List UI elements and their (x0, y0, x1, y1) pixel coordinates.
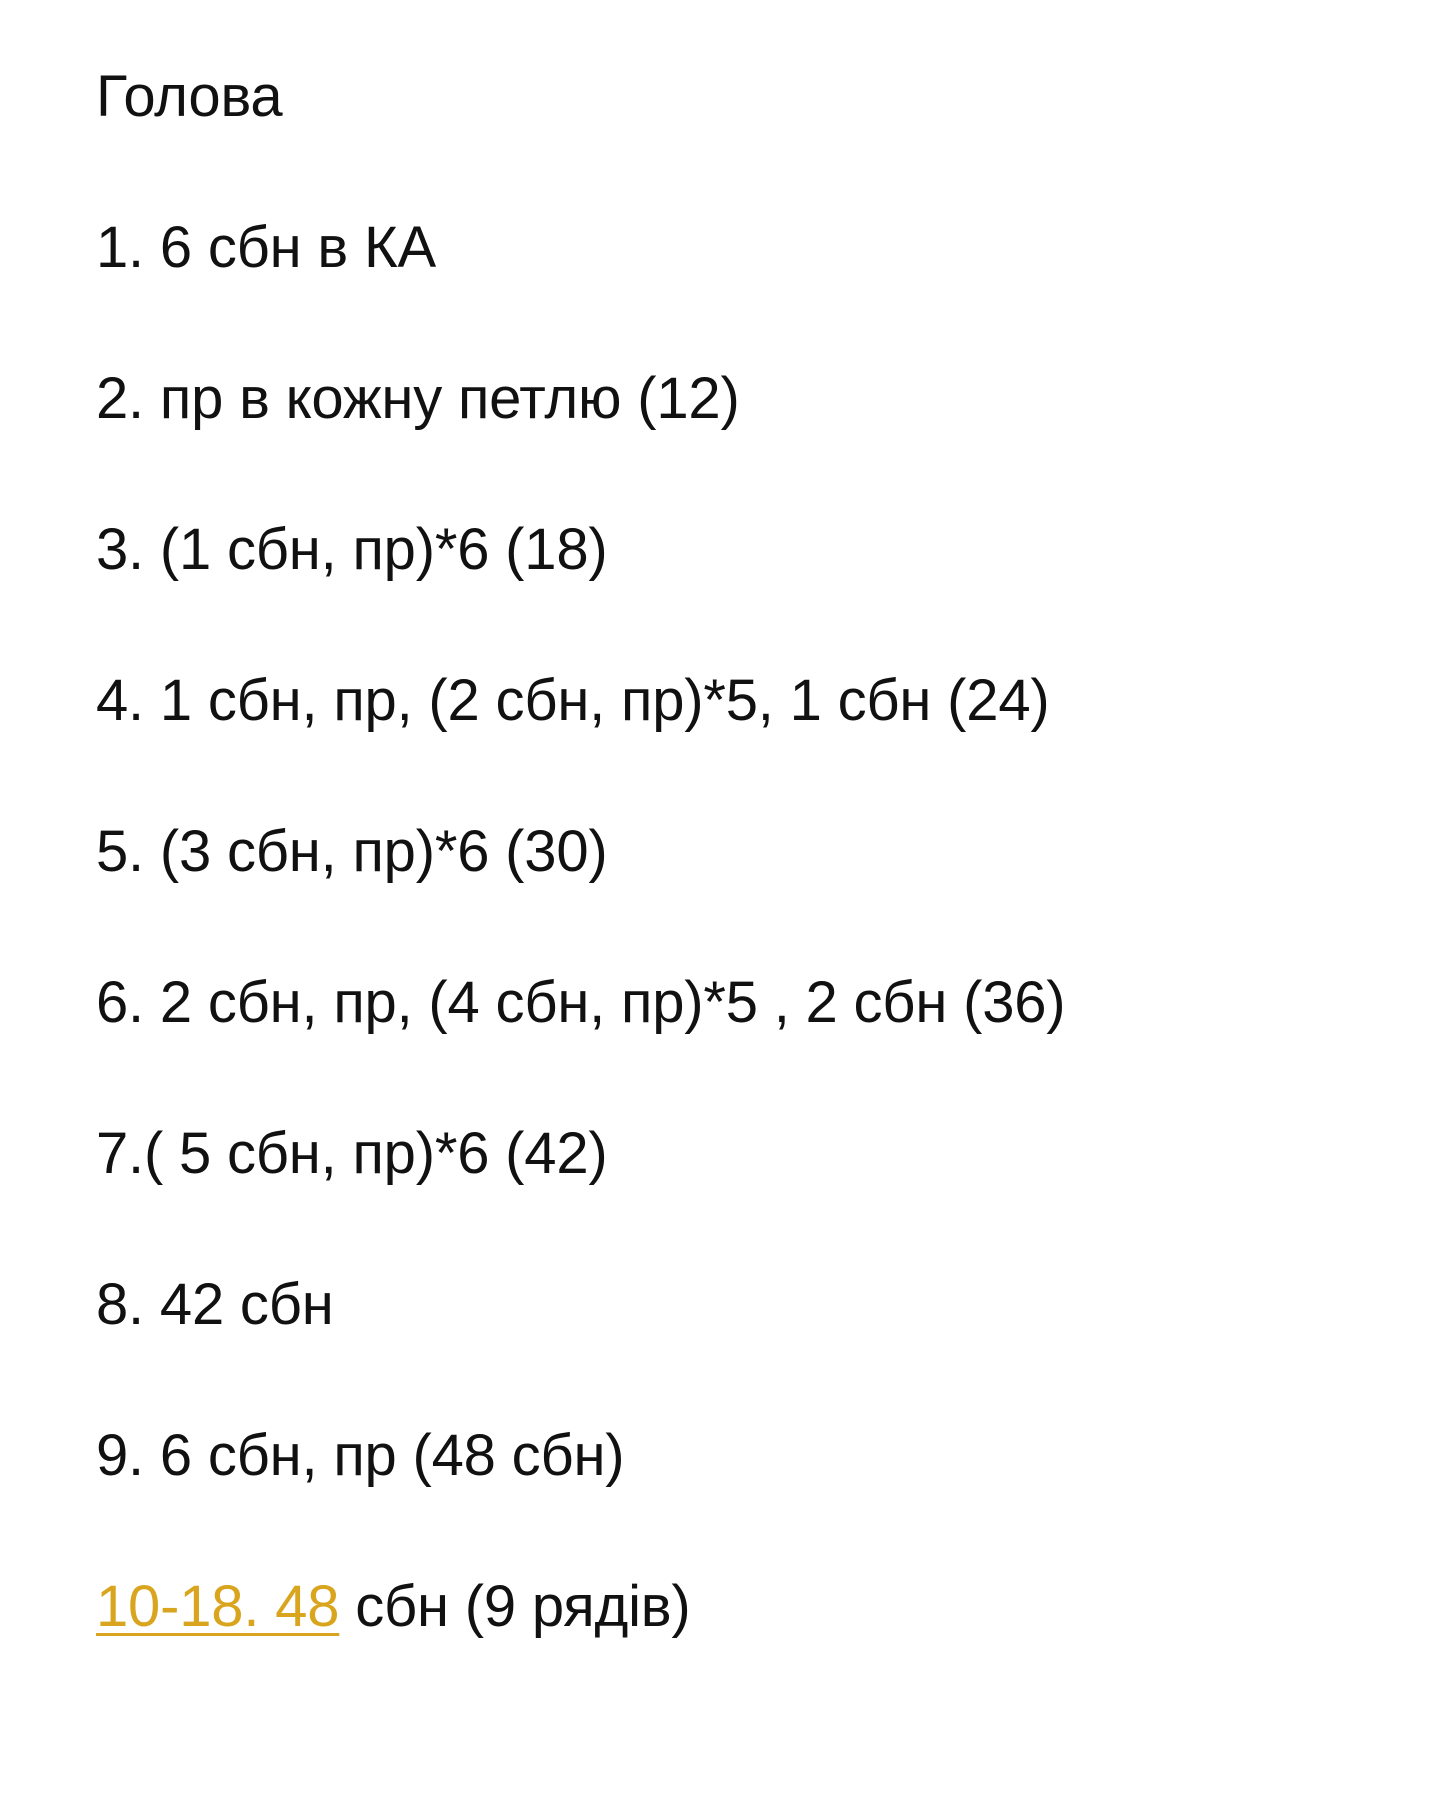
rows-range-link[interactable]: 10-18. 48 (96, 1574, 340, 1639)
pattern-row-8: 8. 42 сбн (96, 1272, 334, 1337)
pattern-row-5: 5. (3 сбн, пр)*6 (30) (96, 819, 608, 884)
pattern-row-2: 2. пр в кожну петлю (12) (96, 366, 740, 431)
pattern-row-4: 4. 1 сбн, пр, (2 сбн, пр)*5, 1 сбн (24) (96, 668, 1050, 733)
document-body (96, 62, 1380, 1642)
document-title: Голова (96, 64, 283, 129)
pattern-row-3: 3. (1 сбн, пр)*6 (18) (96, 517, 608, 582)
pattern-row-9: 9. 6 сбн, пр (48 сбн) (96, 1423, 625, 1488)
pattern-row-7: 7.( 5 сбн, пр)*6 (42) (96, 1121, 608, 1186)
pattern-row-10-18 (96, 1572, 1380, 1642)
rows-range-text: сбн (9 рядів) (339, 1574, 691, 1639)
pattern-row-6: 6. 2 сбн, пр, (4 сбн, пр)*5 , 2 сбн (36) (96, 970, 1066, 1035)
pattern-row-1: 1. 6 сбн в КА (96, 215, 437, 280)
